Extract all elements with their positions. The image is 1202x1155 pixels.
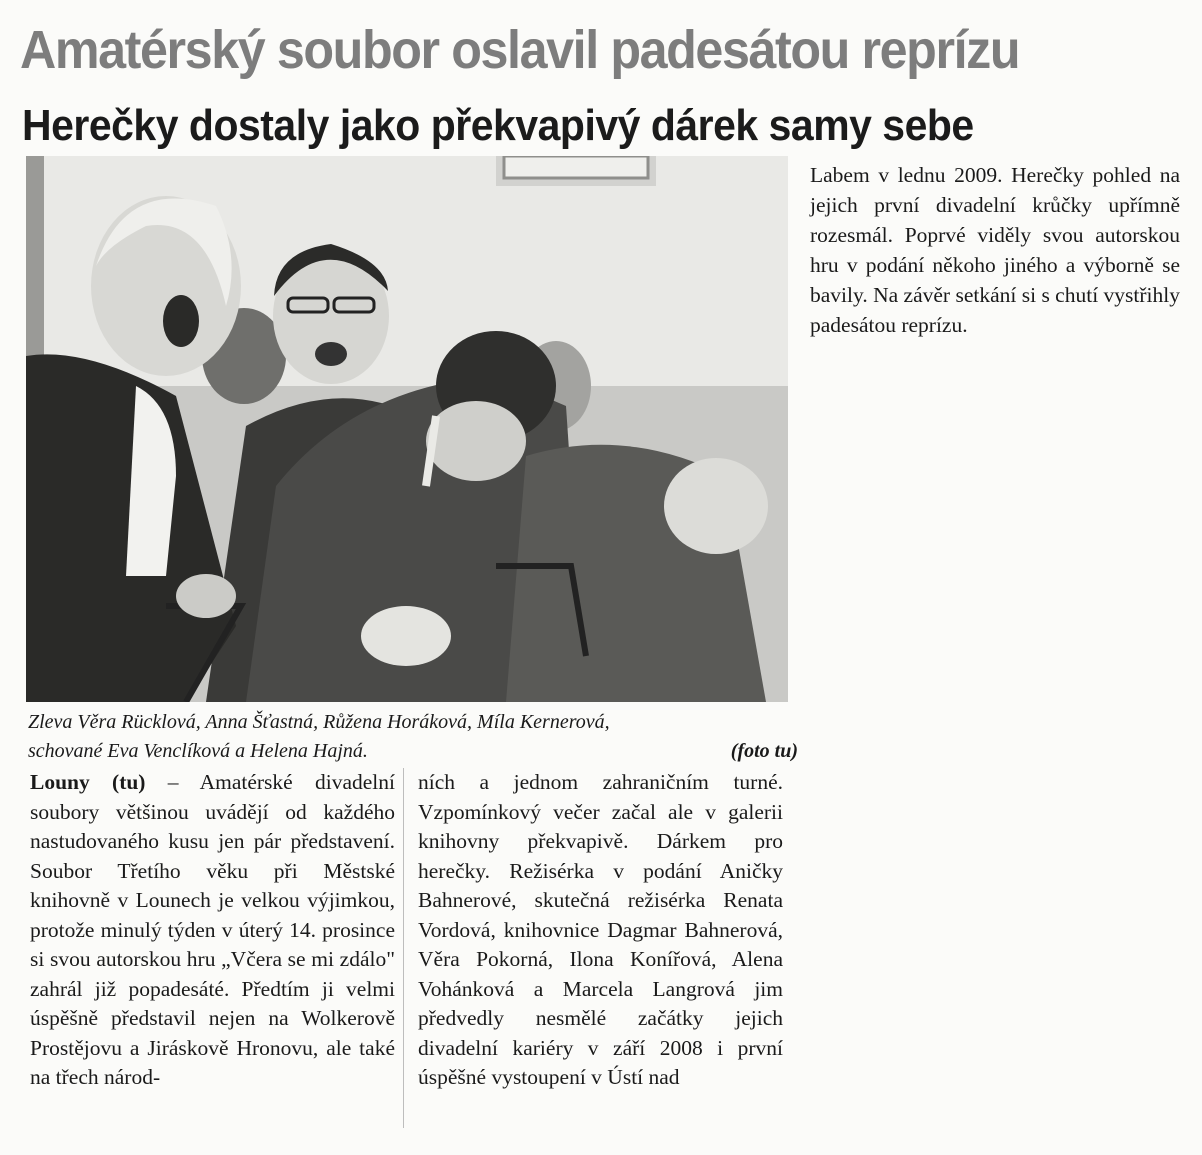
caption-line-1: Zleva Věra Rücklová, Anna Šťastná, Růžena Horáková, Míla Kernerová,	[28, 711, 610, 733]
caption-line-2: schované Eva Venclíková a Helena Hajná.	[28, 740, 368, 762]
side-column-text: Labem v lednu 2009. Herečky pohled na jejich první divadelní krůčky upřímně rozesmál. Poprvé viděly svou autorskou hru v podání někoho jiného a výborně se bavily. Na závěr setkání si s chutí vystřihly padesátou reprízu.	[810, 163, 1180, 337]
column-1-text: – Amatérské divadelní soubory většinou uvádějí od každého nastudovaného kusu jen pár představení. Soubor Třetího věku při Městské knihovně v Lounech je velkou výjimkou, protože minulý týden v úterý 14. prosince si svou autorskou hru „Včera se mi zdálo" zahrál již popadesáté. Předtím ji velmi úspěšně představil nejen na Wolkerově Prostějovu a Jiráskově Hronovu, ale také na třech národ-	[30, 770, 395, 1089]
photo-credit: (foto tu)	[730, 740, 798, 762]
column-divider	[403, 768, 404, 1128]
article-photo	[26, 156, 788, 702]
photo-caption	[28, 708, 798, 766]
dateline: Louny (tu)	[30, 770, 146, 794]
column-2-text: ních a jednom zahraničním turné. Vzpomínkový večer začal ale v galerii knihovny překvapivě. Dárkem pro herečky. Režisérka v podání Aničky Bahnerové, skutečná režisérka Renata Vordová, knihovnice Dagmar Bahnerová, Věra Pokorná, Ilona Konířová, Alena Vohánková a Marcela Langrová jim předvedly nesmělé začátky jejich divadelní kariéry v září 2008 i první úspěšné vystoupení v Ústí nad	[418, 770, 783, 1089]
article-kicker: Amatérský soubor oslavil padesátou reprízu	[20, 20, 1020, 80]
article-column-1	[30, 768, 395, 1093]
article-headline: Herečky dostaly jako překvapivý dárek samy sebe	[22, 101, 974, 150]
article-column-2	[418, 768, 783, 1093]
